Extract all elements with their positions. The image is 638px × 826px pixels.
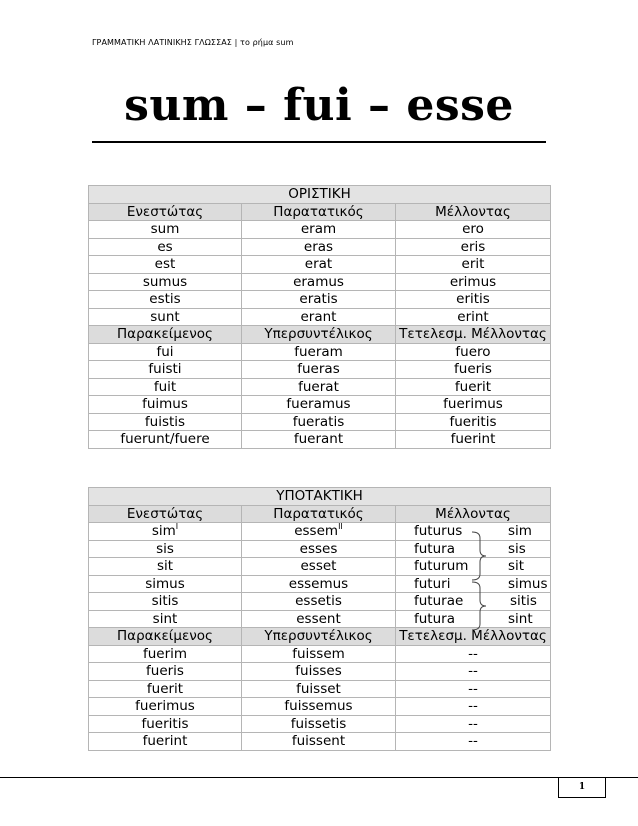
tense-header: Παρατατικός	[242, 203, 396, 221]
table-cell: eramus	[242, 273, 396, 291]
table-cell: fueramus	[242, 396, 396, 414]
table-cell: sit	[89, 558, 242, 576]
table-cell: fuissent	[242, 733, 396, 751]
table-cell: fuerimus	[396, 396, 551, 414]
table-cell: --	[396, 733, 551, 751]
table-cell: fuerat	[242, 378, 396, 396]
table-cell: fuerit	[396, 378, 551, 396]
table-cell: erit	[396, 256, 551, 274]
table-cell: fuimus	[89, 396, 242, 414]
auxiliary-text: sim	[508, 523, 532, 539]
table-cell: fuerunt/fuere	[89, 431, 242, 449]
participle-text: futurae	[414, 593, 464, 609]
tense-header: Υπερσυντέλικος	[242, 326, 396, 344]
table-cell: --	[396, 698, 551, 716]
table-row	[89, 256, 551, 274]
table-row	[89, 680, 551, 698]
tense-header: Μέλλοντας	[396, 505, 551, 523]
table-cell: eritis	[396, 291, 551, 309]
table-cell: fuero	[396, 343, 551, 361]
auxiliary-text: simus	[508, 575, 548, 592]
footnote-marker: II	[338, 522, 343, 532]
table-cell: erant	[242, 308, 396, 326]
table-cell: fuissem	[242, 645, 396, 663]
table-cell: eris	[396, 238, 551, 256]
table-cell: --	[396, 663, 551, 681]
footer-rule	[0, 777, 638, 778]
table-cell: sis	[89, 540, 242, 558]
table-cell: fuerimus	[89, 698, 242, 716]
table-cell: est	[89, 256, 242, 274]
table-cell: fuisset	[242, 680, 396, 698]
footnote-marker: I	[175, 522, 179, 532]
indicative-table	[88, 185, 551, 449]
table-cell: fueritis	[89, 715, 242, 733]
table-cell: estis	[89, 291, 242, 309]
tense-header: Τετελεσμ. Μέλλοντας	[396, 628, 551, 646]
table-cell: fuerint	[396, 431, 551, 449]
table-cell: fuerit	[89, 680, 242, 698]
table-row	[89, 361, 551, 379]
participle-text: futurum	[414, 558, 469, 574]
tense-header: Παρακείμενος	[89, 326, 242, 344]
table-row	[89, 733, 551, 751]
table-row	[89, 698, 551, 716]
table-cell: essetis	[242, 593, 396, 611]
page-title: sum – fui – esse	[124, 80, 514, 131]
table-cell: eratis	[242, 291, 396, 309]
table-row	[89, 273, 551, 291]
table-row	[89, 431, 551, 449]
table-row	[89, 308, 551, 326]
mood-heading-subjunctive: ΥΠΟΤΑΚΤΙΚΗ	[89, 488, 551, 506]
participle-text: futurus	[414, 523, 463, 539]
table-cell: fuisti	[89, 361, 242, 379]
auxiliary-text: sint	[508, 610, 533, 627]
form-text: sim	[151, 523, 176, 540]
tense-header-row	[89, 628, 551, 646]
table-cell: sumus	[89, 273, 242, 291]
table-cell: erat	[242, 256, 396, 274]
tense-header: Υπερσυντέλικος	[242, 628, 396, 646]
table-cell: fuissetis	[242, 715, 396, 733]
table-cell	[89, 523, 242, 541]
table-cell: erimus	[396, 273, 551, 291]
running-header: ΓΡΑΜΜΑΤΙΚΗ ΛΑΤΙΝΙΚΗΣ ΓΛΩΣΣΑΣ | το ρήμα sum	[92, 38, 294, 47]
table-cell: es	[89, 238, 242, 256]
auxiliary-text: sis	[508, 540, 526, 557]
participle-text: futuri	[414, 575, 451, 592]
table-row	[89, 396, 551, 414]
table-cell: --	[396, 715, 551, 733]
table-row	[89, 645, 551, 663]
table-cell: eram	[242, 221, 396, 239]
table-cell: erint	[396, 308, 551, 326]
table-cell: --	[396, 645, 551, 663]
tense-header: Μέλλοντας	[396, 203, 551, 221]
tense-header-row	[89, 505, 551, 523]
table-cell	[242, 523, 396, 541]
tense-header: Τετελεσμ. Μέλλοντας	[396, 326, 551, 344]
table-cell: esset	[242, 558, 396, 576]
table-cell: eras	[242, 238, 396, 256]
table-cell: simus	[89, 575, 242, 593]
tense-header: Παρατατικός	[242, 505, 396, 523]
table-cell: essemus	[242, 575, 396, 593]
participle-text: futura	[414, 610, 455, 627]
tense-header-row	[89, 326, 551, 344]
brace-icon	[468, 528, 498, 630]
table-cell: fueris	[396, 361, 551, 379]
title-underline	[92, 141, 546, 143]
form-text: essem	[294, 523, 339, 540]
auxiliary-text: sit	[508, 558, 525, 574]
table-cell: ero	[396, 221, 551, 239]
table-cell: fuissemus	[242, 698, 396, 716]
table-cell: fuistis	[89, 413, 242, 431]
table-cell: fuisses	[242, 663, 396, 681]
tense-header: Ενεστώτας	[89, 203, 242, 221]
table-cell: sum	[89, 221, 242, 239]
table-cell: fuerint	[89, 733, 242, 751]
table-row	[89, 291, 551, 309]
table-cell: fueris	[89, 663, 242, 681]
table-cell: sunt	[89, 308, 242, 326]
table-cell: esses	[242, 540, 396, 558]
table-cell: fuerant	[242, 431, 396, 449]
table-row	[89, 221, 551, 239]
table-row	[89, 238, 551, 256]
tense-header-row	[89, 203, 551, 221]
table-cell: fueritis	[396, 413, 551, 431]
table-cell: fueras	[242, 361, 396, 379]
tense-header: Παρακείμενος	[89, 628, 242, 646]
table-row	[89, 378, 551, 396]
table-row	[89, 413, 551, 431]
table-cell: fuit	[89, 378, 242, 396]
table-cell: fueratis	[242, 413, 396, 431]
table-row	[89, 663, 551, 681]
auxiliary-text: sitis	[510, 593, 537, 609]
table-cell: essent	[242, 610, 396, 628]
table-row	[89, 343, 551, 361]
mood-heading-indicative: ΟΡΙΣΤΙΚΗ	[89, 186, 551, 204]
table-cell: fueram	[242, 343, 396, 361]
table-cell: sint	[89, 610, 242, 628]
tense-header: Ενεστώτας	[89, 505, 242, 523]
table-cell: fuerim	[89, 645, 242, 663]
table-cell: --	[396, 680, 551, 698]
table-cell: sitis	[89, 593, 242, 611]
page-number: 1	[558, 777, 606, 798]
participle-text: futura	[414, 540, 455, 557]
table-row	[89, 715, 551, 733]
table-cell: fui	[89, 343, 242, 361]
